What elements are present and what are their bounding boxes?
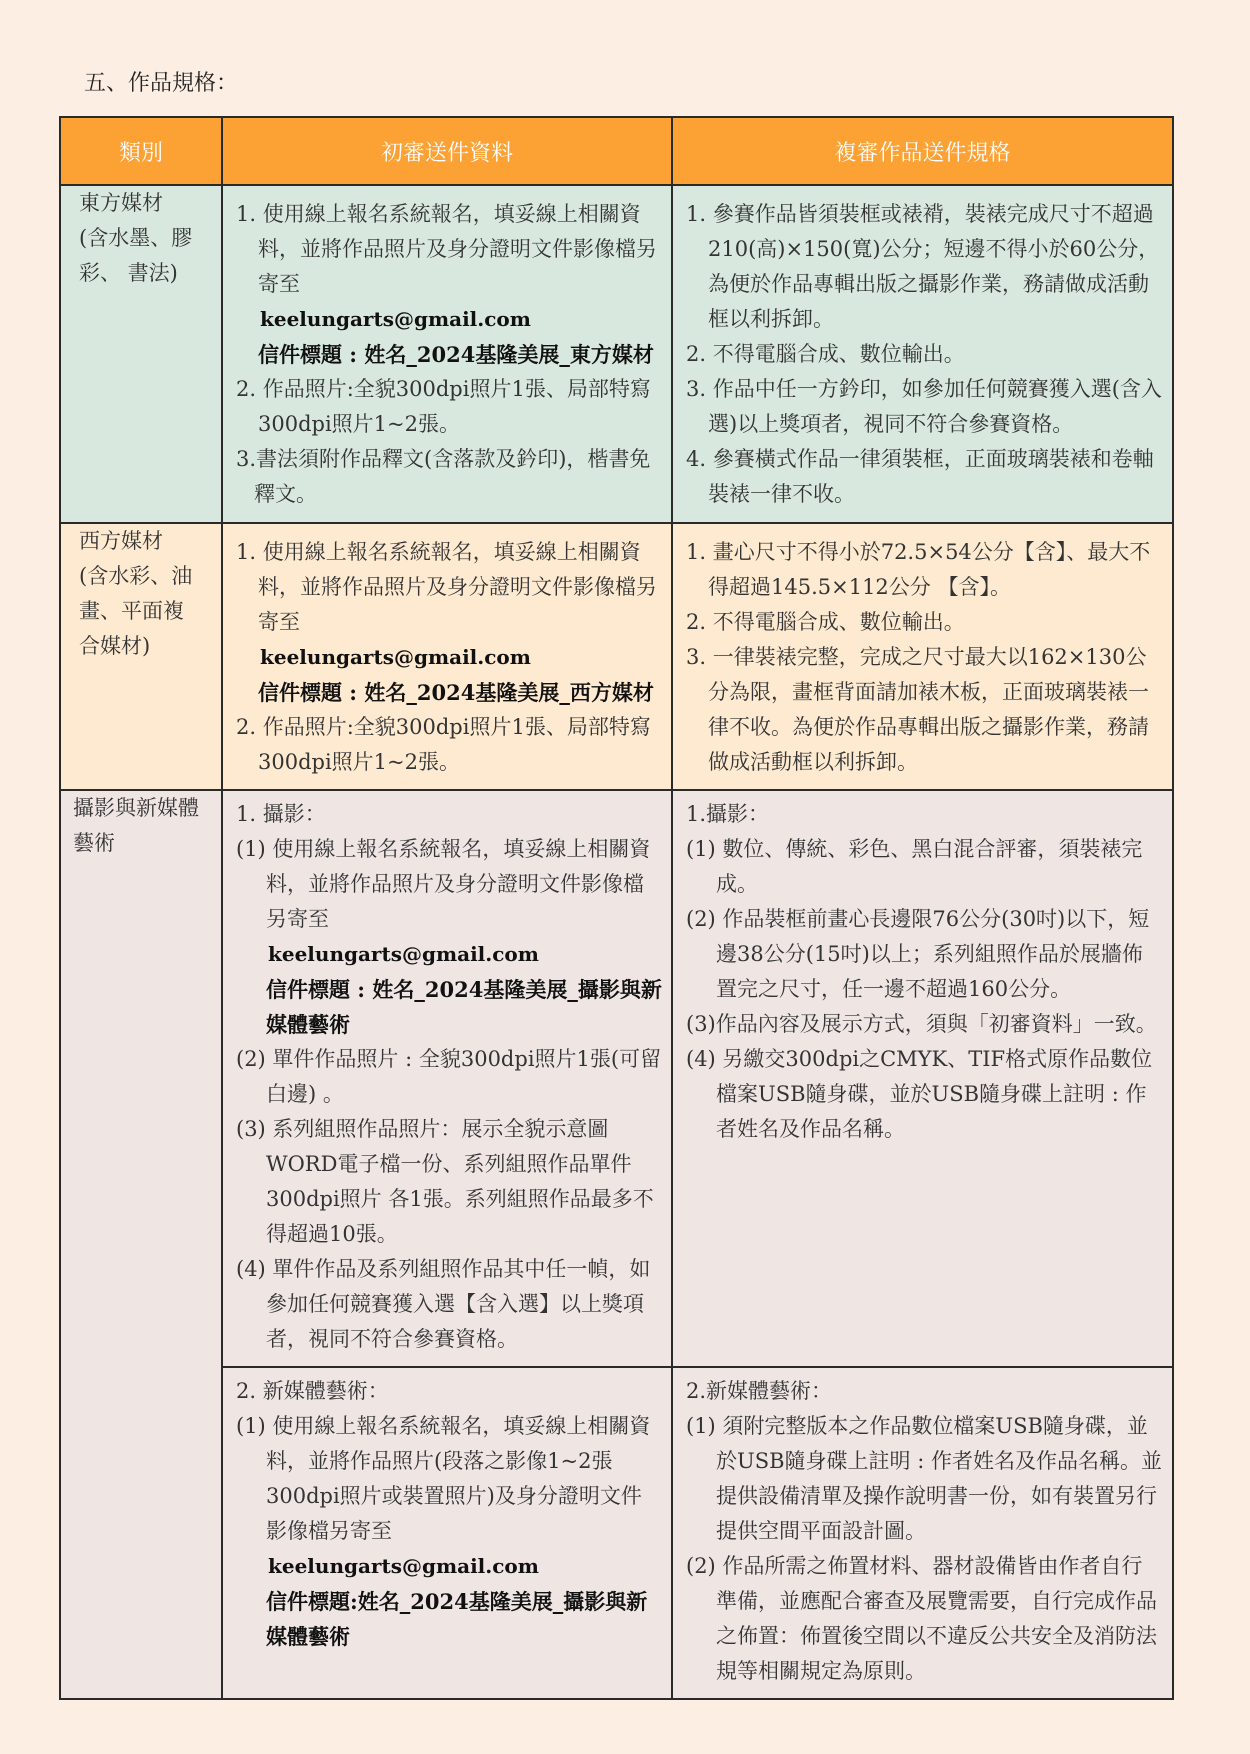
email-subject: 信件標題:姓名_2024基隆美展_攝影與新媒體藝術	[266, 1589, 648, 1649]
list-heading: 1.攝影：	[686, 802, 770, 826]
row-new-media	[60, 1367, 1173, 1699]
email-address: keelungarts@gmail.com	[268, 942, 539, 966]
section-title: 五、作品規格：	[84, 71, 239, 96]
list-item: 4. 參賽橫式作品一律須裝框，正面玻璃裝裱和卷軸裝裱一律不收。	[686, 447, 1154, 506]
row-western	[60, 523, 1173, 790]
list-heading: 2. 新媒體藝術：	[236, 1379, 389, 1403]
list-item: (1) 須附完整版本之作品數位檔案USB隨身碟，並於USB隨身碟上註明 : 作者姓名及作品名稱。並提供設備清單及操作說明書一份，如有裝置另行提供空間平面設計圖。	[686, 1414, 1162, 1543]
row-eastern	[60, 185, 1173, 523]
email-subject: 信件標題 : 姓名_2024基隆美展_西方媒材	[258, 680, 654, 705]
list-item: 2. 作品照片:全貌300dpi照片1張、局部特寫300dpi照片1~2張。	[236, 377, 651, 436]
list-item: 1. 參賽作品皆須裝框或裱褙，裝裱完成尺寸不超過 210(高)×150(寬)公分；短邊不得小於60公分，為便於作品專輯出版之攝影作業，務請做成活動框以利拆卸。	[686, 202, 1160, 331]
final-eastern	[672, 185, 1173, 523]
category-western: 西方媒材 (含水彩、油 畫、平面複 合媒材)	[60, 523, 222, 790]
list-item: (3)作品內容及展示方式，須與「初審資料」一致。	[686, 1012, 1157, 1036]
final-western	[672, 523, 1173, 790]
list-item: 2. 不得電腦合成、數位輸出。	[686, 610, 965, 634]
email-address: keelungarts@gmail.com	[260, 645, 531, 669]
list-heading: 2.新媒體藝術：	[686, 1379, 833, 1403]
list-item: 3. 作品中任一方鈐印，如參加任何競賽獲入選(含入選)以上獎項者，視同不符合參賽資格。	[686, 377, 1162, 436]
header-final: 複審作品送件規格	[672, 117, 1173, 185]
list-item: (4) 另繳交300dpi之CMYK、TIF格式原作品數位檔案USB隨身碟，並於USB隨身碟上註明 : 作者姓名及作品名稱。	[686, 1047, 1153, 1141]
category-eastern: 東方媒材 (含水墨、膠 彩、 書法)	[60, 185, 222, 523]
list-item: (1) 使用線上報名系統報名，填妥線上相關資料，並將作品照片(段落之影像1~2張300dpi照片或裝置照片)及身分證明文件影像檔另寄至 keelungarts@gmail.com 信件標題:姓名_2024基隆美展_攝影與新媒體藝術	[236, 1409, 662, 1654]
list-item: 2. 作品照片:全貌300dpi照片1張、局部特寫300dpi照片1~2張。	[236, 715, 651, 774]
list-item: 1. 畫心尺寸不得小於72.5×54公分【含】、最大不得超過145.5×112公分 【含】。	[686, 540, 1151, 599]
row-photography	[60, 790, 1173, 1367]
header-prelim: 初審送件資料	[222, 117, 672, 185]
list-item: 1. 使用線上報名系統報名，填妥線上相關資料，並將作品照片及身分證明文件影像檔另寄至 keelungarts@gmail.com 信件標題 : 姓名_2024基隆美展_西方媒材	[236, 535, 662, 710]
list-heading: 1. 攝影：	[236, 802, 326, 826]
list-item: 2. 不得電腦合成、數位輸出。	[686, 342, 965, 366]
final-photography	[672, 790, 1173, 1367]
email-address: keelungarts@gmail.com	[260, 307, 531, 331]
list-item: 3.書法須附作品釋文(含落款及鈐印)，楷書免釋文。	[236, 447, 651, 506]
list-item: (2) 作品所需之佈置材料、器材設備皆由作者自行準備，並應配合審查及展覽需要，自行完成作品之佈置：佈置後空間以不違反公共安全及消防法規等相關規定為原則。	[686, 1554, 1157, 1683]
prelim-western	[222, 523, 672, 790]
list-item: 1. 使用線上報名系統報名，填妥線上相關資料，並將作品照片及身分證明文件影像檔另寄至 keelungarts@gmail.com 信件標題 : 姓名_2024基隆美展_東方媒材	[236, 197, 662, 372]
prelim-eastern	[222, 185, 672, 523]
final-new-media	[672, 1367, 1173, 1699]
list-item: (4) 單件作品及系列組照作品其中任一幀，如參加任何競賽獲入選【含入選】以上獎項者，視同不符合參賽資格。	[236, 1257, 651, 1351]
list-item: (2) 單件作品照片 : 全貌300dpi照片1張(可留白邊) 。	[236, 1047, 662, 1106]
prelim-new-media	[222, 1367, 672, 1699]
category-photography: 攝影與新媒體 藝術	[60, 790, 222, 1699]
email-address: keelungarts@gmail.com	[268, 1554, 539, 1578]
list-item: (3) 系列組照作品照片：展示全貌示意圖WORD電子檔一份、系列組照作品單件300dpi照片 各1張。系列組照作品最多不得超過10張。	[236, 1117, 654, 1246]
list-item: (2) 作品裝框前畫心長邊限76公分(30吋)以下，短邊38公分(15吋)以上；系列組照作品於展牆佈置完之尺寸，任一邊不超過160公分。	[686, 907, 1150, 1001]
spec-table	[59, 116, 1174, 1700]
email-subject: 信件標題 : 姓名_2024基隆美展_攝影與新媒體藝術	[266, 977, 662, 1037]
prelim-photography	[222, 790, 672, 1367]
list-item: 3. 一律裝裱完整，完成之尺寸最大以162×130公分為限，畫框背面請加裱木板，正面玻璃裝裱一律不收。為便於作品專輯出版之攝影作業，務請做成活動框以利拆卸。	[686, 645, 1149, 774]
header-category: 類別	[60, 117, 222, 185]
list-item: (1) 使用線上報名系統報名，填妥線上相關資料，並將作品照片及身分證明文件影像檔另寄至 keelungarts@gmail.com 信件標題 : 姓名_2024基隆美展_攝影與新媒體藝術	[236, 832, 662, 1042]
email-subject: 信件標題 : 姓名_2024基隆美展_東方媒材	[258, 342, 654, 367]
header-row	[60, 117, 1173, 185]
list-item: (1) 數位、傳統、彩色、黑白混合評審，須裝裱完成。	[686, 837, 1143, 896]
